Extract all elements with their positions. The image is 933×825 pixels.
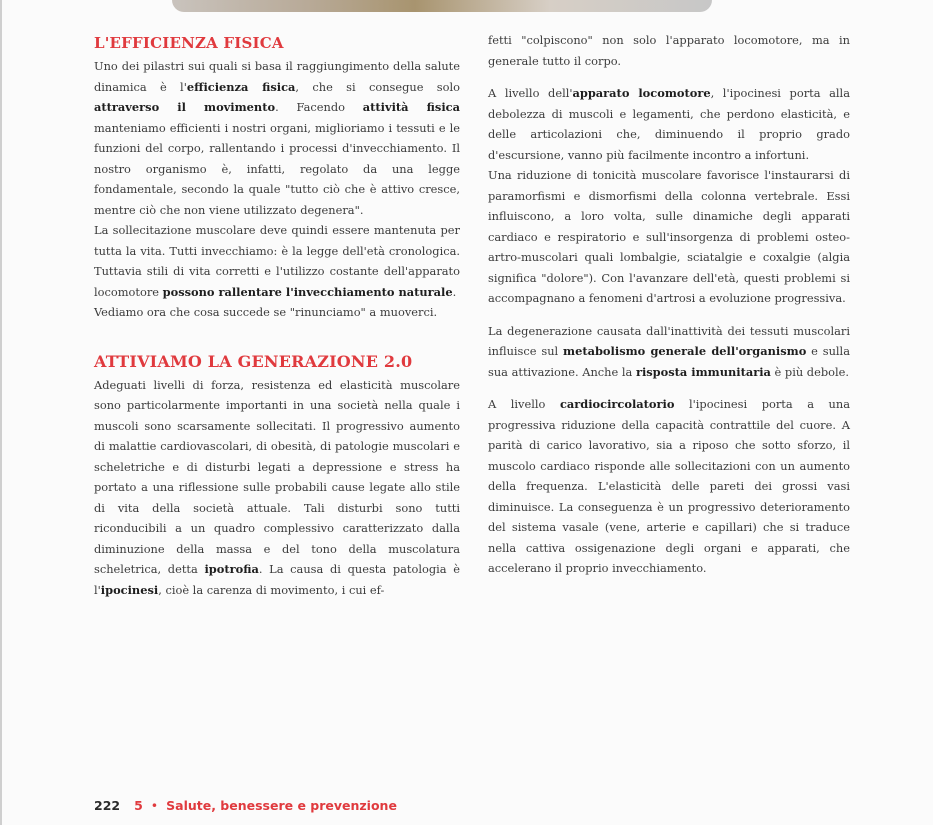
bold-term: risposta immunitaria	[635, 364, 771, 379]
left-column	[94, 30, 460, 600]
text-run: La sollecitazione muscolare deve quindi essere mantenuta per tutta la vita. Tutti invecchiamo: è la legge dell'età cronologica. Tuttavia stili di vita corretti e l'utilizzo costante dell'apparato locomotore	[94, 223, 460, 299]
text-run: , l'ipocinesi porta alla debolezza di muscoli e legamenti, che perdono elasticità, e delle articolazioni che, diminuendo il proprio grado d'escursione, vanno più facilmente incontro a infortuni.	[488, 86, 850, 162]
bold-term: attraverso il movimento	[94, 100, 276, 114]
right-column	[488, 30, 850, 579]
chapter-number: 5	[134, 798, 143, 813]
top-photo-strip	[172, 0, 712, 12]
chapter-title: Salute, benessere e prevenzione	[166, 798, 397, 813]
text-run: La degenerazione causata dall'inattività dei tessuti muscolari influisce sul	[488, 323, 850, 358]
paragraph	[94, 375, 460, 601]
text-run: , cioè la carenza di movimento, i cui ef-	[158, 582, 385, 597]
paragraph	[488, 83, 850, 165]
text-run: A livello dell'	[488, 86, 573, 100]
paragraph	[94, 220, 460, 302]
text-run: l'ipocinesi porta a una progressiva riduzione della capacità contrattile del cuore. A parità di carico lavorativo, sia a riposo che sotto sforzo, il muscolo cardiaco risponde alle sollecitazioni con un aumento della frequenza. L'elasticità delle pareti dei grossi vasi diminuisce. La conseguenza è un progressivo deterioramento del sistema vasale (vene, arterie e capillari) che si traduce nella cattiva ossigenazione degli organi e apparati, che accelerano il proprio invecchiamento.	[488, 397, 851, 575]
text-run: A livello	[488, 397, 560, 411]
paragraph	[94, 56, 460, 220]
bold-term: metabolismo generale dell'organismo	[563, 344, 807, 358]
bold-term: possono rallentare l'invecchiamento naturale	[162, 284, 453, 299]
paragraph	[488, 321, 850, 383]
text-run: e sulla sua attivazione. Anche la	[488, 344, 850, 379]
bold-term: efficienza fisica	[186, 79, 296, 94]
page-footer	[94, 798, 397, 813]
text-run: . La causa di questa patologia è l'	[94, 562, 460, 597]
bold-term: apparato locomotore	[572, 86, 711, 100]
paragraph: Vediamo ora che cosa succede se "rinunciamo" a muoverci.	[94, 305, 438, 319]
page-number: 222	[94, 798, 121, 813]
bold-term: cardiocircolatorio	[559, 397, 675, 411]
heading-efficienza-fisica: L'EFFICIENZA FISICA	[94, 34, 284, 52]
heading-attiviamo-generazione: ATTIVIAMO LA GENERAZIONE 2.0	[94, 351, 413, 371]
text-run: Adeguati livelli di forza, resistenza ed elasticità muscolare sono particolarmente importanti in una società nella quale i muscoli sono scarsamente sollecitati. Il progressivo aumento di malattie cardiovascolari, di obesità, di patologie muscolari e scheletriche e di disturbi legati a depressione e stress ha portato a una riflessione sulle probabili cause legate allo stile di vita della società attuale. Tali disturbi sono tutti riconducibili a un quadro complessivo caratterizzato dalla diminuzione della massa e del tono della muscolatura scheletrica, detta	[94, 377, 460, 576]
text-run: è più debole.	[770, 364, 849, 379]
separator-dot: •	[150, 798, 159, 813]
text-run: . Facendo	[275, 100, 363, 114]
paragraph	[488, 394, 850, 579]
bold-term: ipotrofia	[204, 562, 259, 576]
bold-term: attività fisica	[362, 100, 460, 114]
text-run: manteniamo efficienti i nostri organi, miglioriamo i tessuti e le funzioni del corpo, rallentando i processi d'invecchiamento. Il nostro organismo è, infatti, regolato da una legge fondamentale, secondo la quale "tutto ciò che è attivo cresce, mentre ciò che non viene utilizzato degenera".	[94, 120, 460, 217]
bold-term: ipocinesi	[100, 582, 159, 597]
text-run: .	[452, 284, 457, 299]
paragraph: fetti "colpiscono" non solo l'apparato locomotore, ma in generale tutto il corpo.	[488, 33, 850, 68]
text-run: Uno dei pilastri sui quali si basa il raggiungimento della salute dinamica è l'	[94, 59, 460, 94]
paragraph: Una riduzione di tonicità muscolare favorisce l'instaurarsi di paramorfismi e dismorfismi della colonna vertebrale. Essi influiscono, a loro volta, sulle dinamiche degli apparati cardiaco e respiratorio e sull'insorgenza di problemi osteo-artro-muscolari quali lombalgie, sciatalgie e coxalgie (algia significa "dolore"). Con l'avanzare dell'età, questi problemi si accompagnano a fenomeni d'artrosi a evoluzione progressiva.	[488, 168, 850, 305]
text-run: , che si consegue solo	[295, 79, 461, 94]
